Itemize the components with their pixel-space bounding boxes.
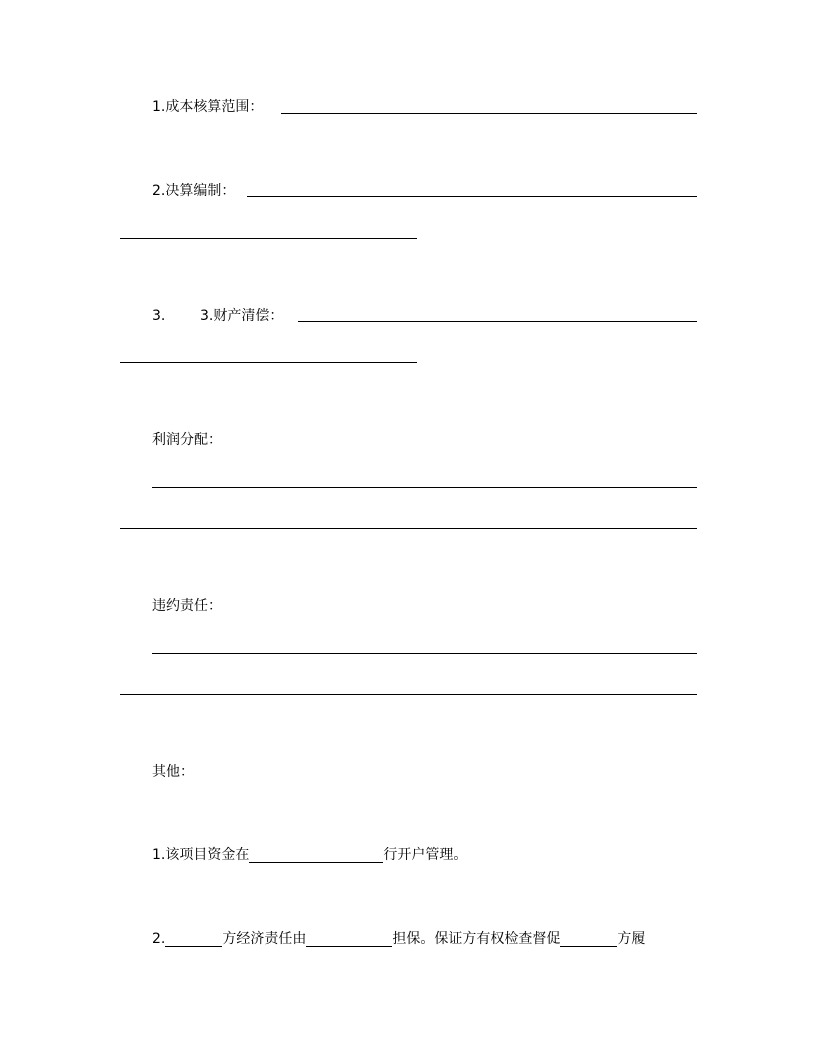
profit-blank-1[interactable] (152, 487, 697, 488)
property-label: 3.财产清偿： (200, 308, 284, 324)
breach-liability-label: 违约责任： (152, 598, 222, 614)
breach-blank-1[interactable] (152, 653, 697, 654)
settlement-blank-1[interactable] (247, 196, 697, 197)
cost-scope-blank[interactable] (281, 113, 697, 114)
fund-account-clause (152, 845, 467, 865)
others-label: 其他： (152, 764, 194, 780)
bank-name-blank[interactable] (249, 845, 383, 863)
settlement-label: 2.决算编制： (152, 183, 236, 199)
guarantee-part2: 担保。保证方有权检查督促 (392, 931, 561, 947)
property-item-number: 3. (152, 308, 166, 324)
profit-distribution-label: 利润分配： (152, 432, 222, 448)
guarantee-part1: 方经济责任由 (222, 931, 307, 947)
fund-suffix: 行开户管理。 (383, 847, 468, 863)
guarantee-prefix: 2. (152, 931, 166, 947)
profit-blank-2[interactable] (120, 528, 697, 529)
guarantee-clause (152, 929, 645, 949)
guarantee-part3: 方履 (617, 931, 646, 947)
property-blank-1[interactable] (298, 321, 697, 322)
guarantor-blank[interactable] (306, 929, 392, 947)
settlement-blank-2[interactable] (120, 238, 417, 239)
property-blank-2[interactable] (120, 362, 417, 363)
fund-prefix: 1.该项目资金在 (152, 847, 250, 863)
party-blank-1[interactable] (165, 929, 222, 947)
cost-scope-label: 1.成本核算范围： (152, 99, 264, 115)
party-blank-2[interactable] (560, 929, 617, 947)
breach-blank-2[interactable] (120, 694, 697, 695)
